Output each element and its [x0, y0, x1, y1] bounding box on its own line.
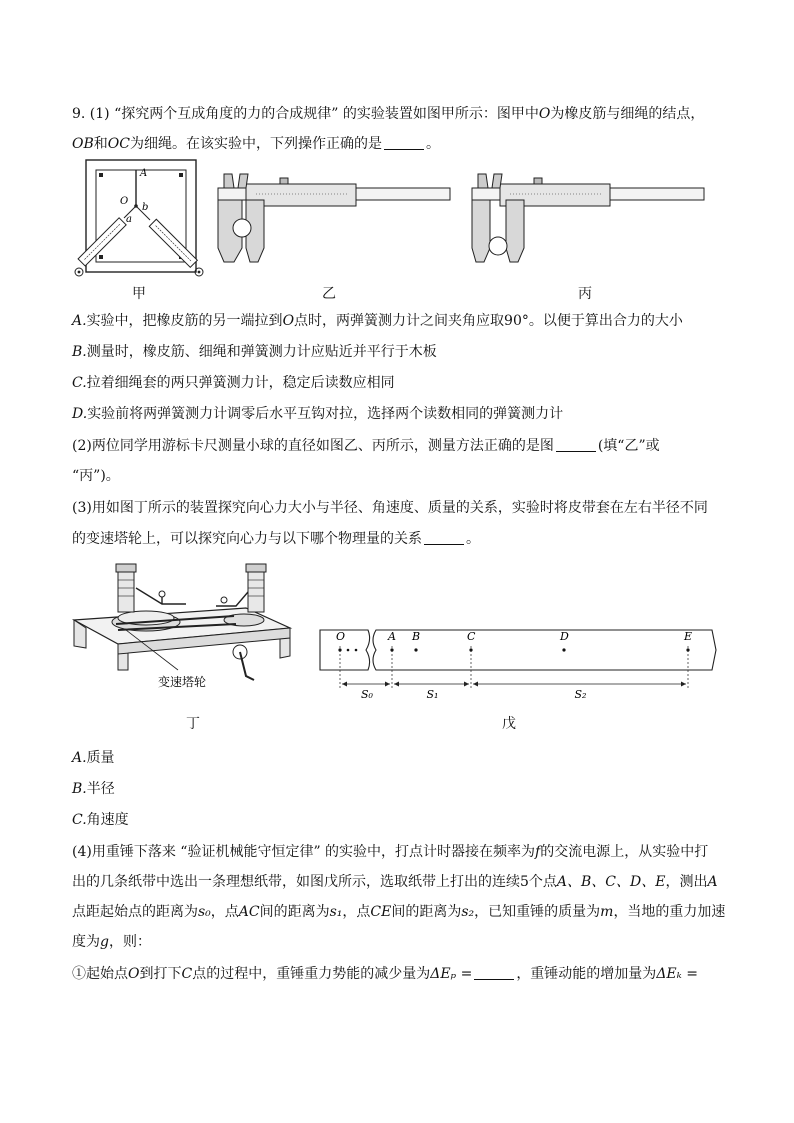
option-3A[interactable]: A.质量 [72, 750, 115, 766]
tape-dot-D [562, 648, 565, 651]
option-1A[interactable]: A.实验中，把橡皮筋的另一端拉到O点时，两弹簧测力计之间夹角应取90°。以便于算出合力的大小 [72, 313, 683, 329]
answer-blank-3[interactable] [424, 530, 464, 545]
label-O: O [120, 196, 129, 207]
label-b: b [142, 202, 149, 213]
tape-arrow-right-0 [385, 682, 390, 687]
tape-arrow-right-2 [681, 682, 686, 687]
caption-jia: 甲 [132, 286, 146, 302]
tape-label-E: E [684, 630, 693, 643]
figure-bing [466, 166, 710, 276]
answer-blank-2[interactable] [556, 437, 596, 452]
q9-part4-line2: 出的几条纸带中选出一条理想纸带，如图戊所示，选取纸带上打出的连续5个点A、B、C、D、E，测出A [72, 874, 718, 890]
label-tower-wheel: 变速塔轮 [158, 675, 207, 689]
answer-blank-dep[interactable] [474, 965, 514, 980]
tape-dot-extra-1 [355, 649, 358, 652]
option-1C[interactable]: C.拉着细绳套的两只弹簧测力计，稳定后读数应相同 [72, 375, 395, 391]
tape-seg-label-2: S₂ [574, 688, 587, 701]
tape-label-A: A [388, 630, 396, 643]
tape-arrow-left-1 [394, 682, 399, 687]
caption-ding: 丁 [186, 716, 200, 732]
label-a: a [126, 214, 132, 225]
tape-seg-label-1: S₁ [426, 688, 439, 701]
q9-part4-line3: 点距起始点的距离为s₀，点AC间的距离为s₁，点CE间的距离为s₂，已知重锤的质量为m，当地的重力加速 [72, 904, 726, 920]
tape-label-O: O [336, 630, 346, 643]
tape-arrow-right-1 [464, 682, 469, 687]
caption-yi: 乙 [322, 286, 336, 302]
tape-arrow-left-2 [473, 682, 478, 687]
q9-part4-line4: 度为g，则： [72, 934, 151, 950]
q9-line1: 9. (1) “探究两个互成角度的力的合成规律” 的实验装置如图甲所示：图甲中O为橡皮筋与细绳的结点， [72, 106, 705, 122]
label-A: A [140, 168, 148, 179]
figure-jia [70, 158, 210, 280]
tape-dot-extra-0 [347, 649, 350, 652]
q9-part3-line2: 的变速塔轮上，可以探究向心力与以下哪个物理量的关系 。 [72, 531, 480, 547]
option-3B[interactable]: B.半径 [72, 781, 115, 797]
option-3C[interactable]: C.角速度 [72, 812, 129, 828]
q9-part2-line2: “丙”)。 [72, 468, 120, 484]
answer-blank-1[interactable] [384, 135, 424, 150]
tape-dot-B [414, 648, 417, 651]
q9-line2: OB和OC为细绳。在该实验中，下列操作正确的是 。 [72, 136, 440, 152]
q9-part2-line1: (2)两位同学用游标卡尺测量小球的直径如图乙、丙所示，测量方法正确的是图 (填“乙”或 [72, 438, 660, 454]
figure-yi [212, 166, 456, 276]
option-1D[interactable]: D.实验前将两弹簧测力计调零后水平互钩对拉，选择两个读数相同的弹簧测力计 [72, 406, 564, 422]
tape-arrow-left-0 [342, 682, 347, 687]
tape-label-D: D [560, 630, 569, 643]
figure-wu [316, 620, 722, 704]
tape-label-C: C [467, 630, 476, 643]
tape-seg-label-0: S₀ [361, 688, 373, 701]
q9-part3-line1: (3)用如图丁所示的装置探究向心力大小与半径、角速度、质量的关系，实验时将皮带套在左右半径不同 [72, 500, 708, 516]
q9-part4-line1: (4)用重锤下落来 “验证机械能守恒定律” 的实验中，打点计时器接在频率为f的交流电源上，从实验中打 [72, 844, 709, 860]
q9-part4-line5: ①起始点O到打下C点的过程中，重锤重力势能的减少量为ΔEₚ = ，重锤动能的增加量为ΔEₖ = [72, 966, 698, 982]
figure-ding [66, 558, 296, 696]
tape-label-B: B [412, 630, 421, 643]
tape-right-piece [373, 630, 716, 670]
caption-wu: 戊 [502, 716, 516, 732]
caption-bing: 丙 [578, 286, 592, 302]
option-1B[interactable]: B.测量时，橡皮筋、细绳和弹簧测力计应贴近并平行于木板 [72, 344, 437, 360]
